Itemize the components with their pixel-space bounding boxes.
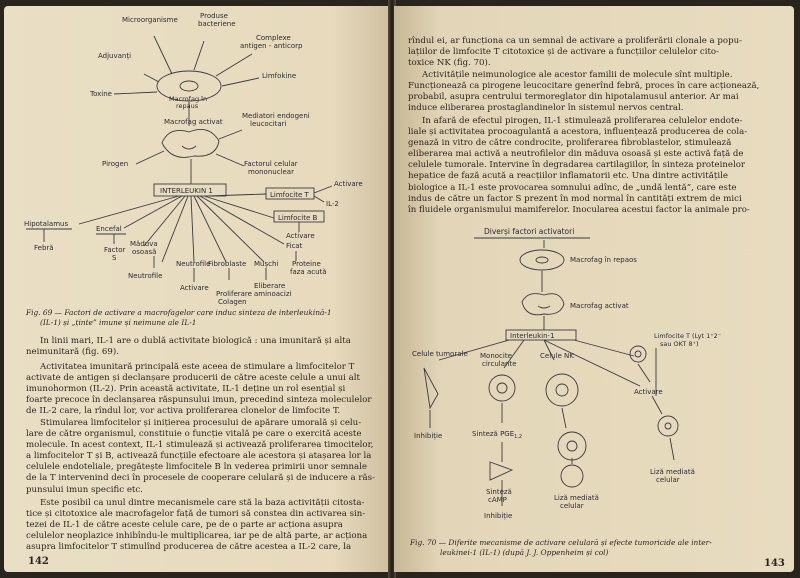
page-number-right: 143 [764,558,785,569]
fig69-t-lymphocytes: Limfocite T [270,191,309,199]
fig70-activation: Activare [634,388,663,396]
fig70-lysis-2b: celular [656,476,680,484]
fig69-immune-complexes-1: Complexe [256,34,291,42]
caption-line: Fig. 70 — Diferite mecanisme de activare celulară și efecte tumoricide ale inter- [410,538,712,547]
fig70-active: Macrofag activat [570,302,629,310]
text-line: în fluidele organismului mamiferelor. Inocularea acestui factor la animale pro- [408,204,750,215]
active-macrophage-shape [162,129,219,157]
text-line: celulelor neoplazice inhibîndu-le multiplicarea, iar pe de altă parte, ar acționa [26,531,368,542]
fig70-monocytes-1: Monocite [480,352,512,360]
fig69-acute-1: Proteine [292,260,321,268]
text-line: biologice a IL-1 este provocarea somnului adînc, de „undă lentă”, care este [408,182,737,193]
fig69-factor-s-1: Factor [104,246,126,254]
fig69-marrow-1: Măduva [130,240,158,248]
fig70-inhibition-2: Inhibiție [484,512,513,520]
fig69-amino-2: aminoacizi [254,290,292,298]
fig70-inhibition-1: Inhibiție [414,432,443,440]
fig70-t-shape [630,346,646,362]
figure-70-caption [410,538,780,557]
body-paragraph-3 [26,418,376,496]
fig70-monocytes-2: circulante [482,360,517,368]
fig69-prolif-2: Colagen [218,298,247,306]
fig69-liver: Ficat [286,242,303,250]
fig70-lysis-1b: celular [560,502,584,510]
fig70-tumor-cells: Celule tumorale [412,350,468,358]
text-line: Activitatea imunitară principală este aceea de stimulare a limfocitelor T [40,362,355,372]
fig69-prolif-1: Proliferare [216,290,252,298]
fig69-active-macrophage: Macrofag activat [164,118,223,126]
right-paragraph-3 [408,116,776,216]
text-line: Stimularea limfocitelor și inițierea procesului de apărare umorală și celu- [40,418,362,428]
text-line: probabil, asupra centrului termoreglator din hipotalamusul anterior. Ar mai [408,92,739,103]
fig70-resting: Macrofag în repaos [570,256,637,264]
text-line: de IL-2 care, la rîndul lor, vor activa proliferarea clonelor de limfocite T. [26,406,341,417]
fig70-monocyte-shape [489,375,515,401]
fig69-adjuvants: Adjuvanți [98,52,132,60]
fig69-marrow-2: osoasă [132,248,157,256]
text-line: lațiilor de limfocite T citotoxice și de activare a funcțiilor celulelor cito- [408,47,719,58]
fig69-endogenous-2: leucocitari [250,120,287,128]
text-line: asupra limfocitelor T stimulînd producerea de către acestea a IL-2 care, la [26,542,352,553]
text-line: molecule. În acest context, IL-1 stimulează și activează proliferarea timocitelor, [26,440,374,451]
fig70-interleukin: Interleukin-1 [510,332,555,340]
figure-69-diagram [4,6,390,306]
fig69-bacterial-products-2: bacteriene [198,20,236,28]
fig70-nk-cells: Celule NK [540,352,574,360]
fig70-camp-1: Sinteză [486,488,512,496]
fig69-interleukin: INTERLEUKIN 1 [160,187,213,195]
body-paragraph-2 [26,362,376,417]
figure-69-caption [26,308,376,327]
text-line: În afară de efectul pirogen, IL-1 stimulează proliferarea celulelor endote- [422,116,743,126]
text-line: foarte precoce în declanșarea răspunsului imun, precedind sinteza moleculelor [26,395,372,406]
text-line: liale și activitatea procoagulantă a acestora, influențează producerea de cola- [408,127,748,138]
text-line: Activitățile neimunologice ale acestor familii de molecule sînt multiple. [422,70,733,80]
text-line: Este posibil ca unul dintre mecanismele care stă la baza activității citosta- [40,498,365,508]
text-line: imunohormon (IL-2). Prin această activitate, IL-1 deține un rol esențial și [26,384,346,395]
fig69-endogenous-1: Mediatori endogeni [242,112,310,120]
fig69-b-lymphocytes: Limfocite B [278,214,318,222]
text-line: Funcționează ca pirogene leucocitare generînd febră, proces în care acționează, [408,81,760,92]
fig69-microorganisms: Microorganisme [122,16,178,24]
fig70-active-shape [522,294,564,315]
text-line: a limfocitelor T și B, activează funcțiile efectoare ale acestora și atașarea lor la [26,451,372,462]
fig70-camp-2: cAMP [488,496,507,504]
text-line: celulele tumorale. Intervine în degradarea cartilagiilor, în sinteza proteinelor [408,160,745,171]
page-number-left: 142 [28,556,49,567]
right-page [394,6,794,572]
text-line: tice și citotoxice ale macrofagelor față de tumori să constea din activarea sin- [26,509,366,520]
text-line: celulele endoteliale, pregătește limfocitele B în vederea primirii unor semnale [26,462,367,473]
fig69-activation-2: Activare [286,232,315,240]
fig69-mononuclear-1: Factorul celular [244,160,298,168]
fig69-lymphokines: Limfokine [262,72,297,80]
fig69-mononuclear-2: mononuclear [248,168,294,176]
fig70-nk-shape [546,374,578,406]
text-line: genază in vitro de către condrocite, proliferarea fibroblastelor, stimulează [408,138,732,149]
text-line: punsului imun specific etc. [26,484,143,495]
text-line: În linii mari, IL-1 are o dublă activitate biologică : una imunitară și alta [40,336,351,346]
caption-line: Fig. 69 — Factori de activare a macrofagelor care induc sinteza de interleukină-1 [26,308,332,317]
fig70-t-lymph-2: sau OKT 8⁺) [660,340,699,348]
fig70-lysis-1a: Liză mediată [554,494,599,502]
right-paragraph-1 [408,36,776,69]
left-page [4,6,390,572]
fig70-t-lymph-1: Limfocite T (Lyt 1⁺2⁻ [654,332,722,340]
fig69-muscles: Mușchi [254,260,279,268]
fig69-resting-1: Macrofag în [169,95,208,103]
text-line: induce eliberarea prostaglandinelor în sistemul nervos central. [408,103,684,114]
fig69-hypothalamus: Hipotalamus [24,220,69,228]
fig69-bacterial-products-1: Produse [200,12,228,20]
fig70-various-factors: Diverși factori activatori [484,227,575,236]
text-line: tezei de IL-1 de către aceste celule care, pe de o parte ar acționa asupra [26,520,343,531]
caption-line: leukinei-1 (IL-1) (după J. J. Oppenheim și col) [440,547,609,557]
text-line: indus de către un factor S prezent în mod normal în cantități extrem de mici [408,193,742,204]
text-line: de la T intervenind deci în procesele de cooperare celulară și de inducere a răs- [26,473,375,484]
fig69-neutrophils-2: Neutrofile [176,260,211,268]
text-line: lare de către organismul, constituie o funcție vitală pe care o exercită aceste [26,429,362,440]
text-line: hepatice de fază acută a reacțiilor inflamatorii etc. Una dintre activitățile [408,171,728,182]
text-line: rîndul ei, ar funcționa ca un semnal de activare a proliferării clonale a popu- [408,36,743,46]
fig69-acute-2: faza acută [290,268,327,276]
fig69-factor-s-2: S [112,254,117,262]
text-line: toxice NK (fig. 70). [408,58,491,69]
fig69-fever: Febră [34,244,54,252]
caption-line: (IL-1) și „ținte” imune și neimune ale IL-1 [40,317,197,327]
fig69-activation-1: Activare [334,180,363,188]
fig69-amino-1: Eliberare [254,282,286,290]
fig69-immune-complexes-2: antigen - anticorp [240,42,303,50]
text-line: activate de antigen și declanșare producerii de către aceste celule a unui alt [26,373,360,384]
fig69-resting-2: repaus [176,102,199,110]
fig70-lysis-2a: Liză mediată [650,468,695,476]
fig69-brain: Encefal [96,225,122,233]
fig70-resting-shape [520,250,564,270]
figure-70-diagram [394,218,794,548]
fig69-il2: IL-2 [326,200,339,208]
fig69-fibroblasts: Fibroblaste [208,260,247,268]
body-paragraph-1 [26,336,376,358]
text-line: neimunitară (fig. 69). [26,347,119,358]
fig69-pyrogen: Pirogen [102,160,129,168]
fig69-toxins: Toxine [90,90,112,98]
fig70-pge-synth: Sinteză $PGE_{1,2}$ [472,430,523,440]
text-line: eliberarea mai activă a neutrofilelor din măduva osoasă și este activă față de [408,149,744,160]
body-paragraph-4 [26,498,376,553]
fig69-activation-3: Activare [180,284,209,292]
right-paragraph-2 [408,70,776,114]
fig69-neutrophils: Neutrofile [128,272,163,280]
